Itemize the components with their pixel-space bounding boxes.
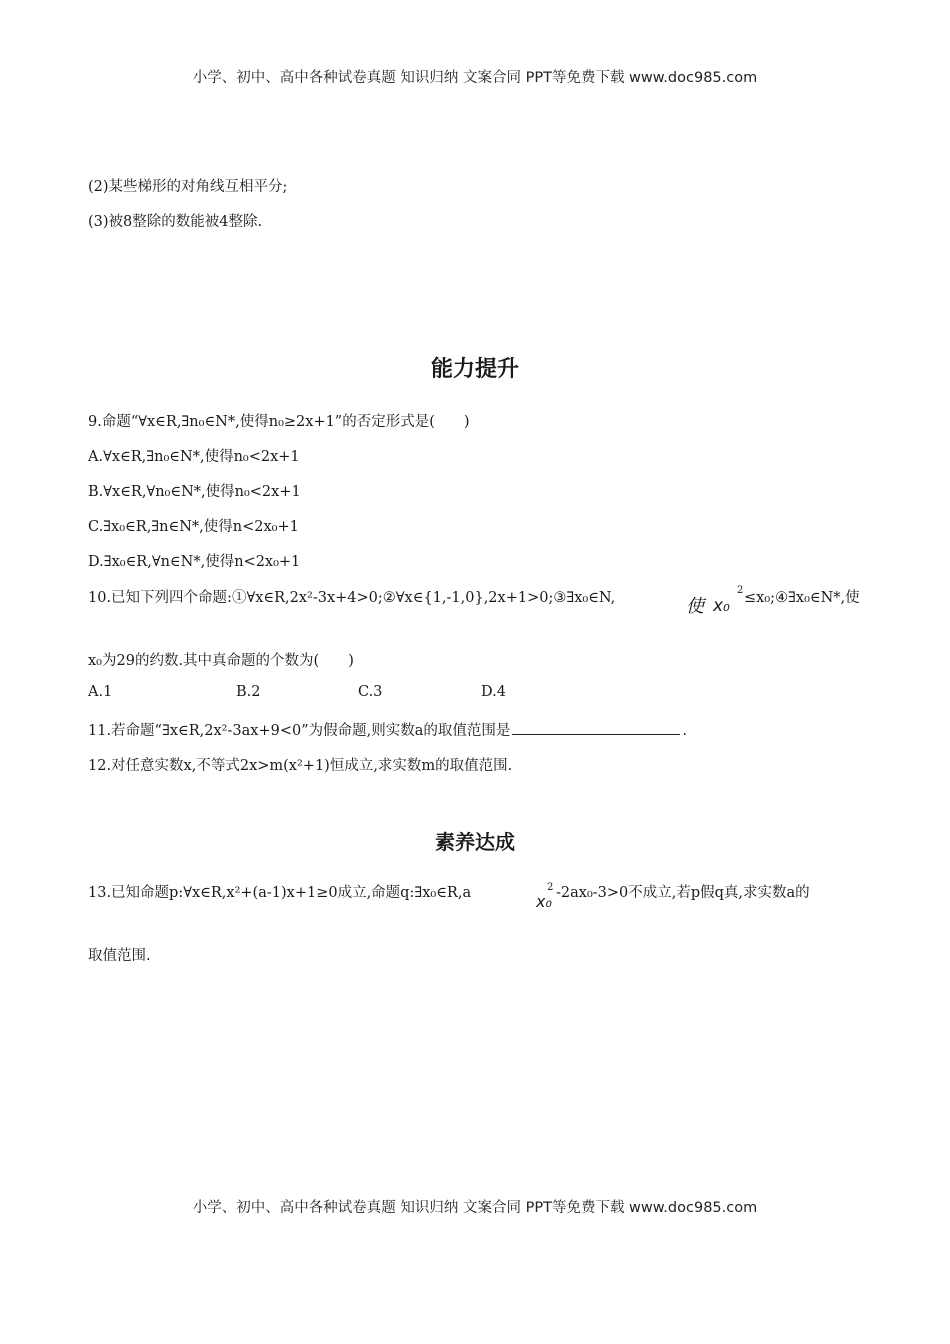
question-12-stem: 12.对任意实数x,不等式2x>m(x²+1)恒成立,求实数m的取值范围. — [88, 758, 513, 774]
question-9-option-d: D.∃x₀∈R,∀n∈N*,使得n<2x₀+1 — [88, 554, 301, 570]
section-title-literacy: 素养达成 — [435, 830, 515, 854]
question-13-stem-part1: 13.已知命题p:∀x∈R,x²+(a-1)x+1≥0成立,命题q:∃x₀∈R,a — [88, 885, 472, 901]
part-item-2: (2)某些梯形的对角线互相平分; — [88, 179, 288, 195]
page-header: 小学、初中、高中各种试卷真题 知识归纳 文案合同 PPT等免费下载 www.doc985.com — [192, 70, 758, 86]
question-10-stem-part2: ≤x₀;④∃x₀∈N*,使 — [744, 590, 860, 606]
question-10-stem-part3: x₀为29的约数.其中真命题的个数为( ) — [88, 653, 354, 669]
question-13-x0: x₀ — [536, 892, 552, 911]
question-9-stem: 9.命题“∀x∈R,∃n₀∈N*,使得n₀≥2x+1”的否定形式是( ) — [88, 414, 470, 430]
question-10-option-a: A.1 — [88, 684, 113, 700]
question-10-superscript-2: 2 — [737, 585, 744, 596]
question-10-option-d: D.4 — [481, 684, 506, 700]
question-10-x0: x₀ — [713, 596, 730, 616]
question-9-option-a: A.∀x∈R,∃n₀∈N*,使得n₀<2x+1 — [88, 449, 300, 465]
answer-blank[interactable] — [512, 720, 680, 735]
question-11-end: . — [682, 723, 687, 739]
question-10-shi: 使 — [686, 596, 704, 617]
question-10-option-c: C.3 — [358, 684, 383, 700]
question-13-stem-part3: 取值范围. — [88, 948, 151, 964]
question-10-stem-part1: 10.已知下列四个命题:①∀x∈R,2x²-3x+4>0;②∀x∈{1,-1,0},2x+1>0;③∃x₀∈N, — [88, 590, 616, 606]
question-10-option-b: B.2 — [236, 684, 261, 700]
question-11-stem: 11.若命题“∃x∈R,2x²-3ax+9<0”为假命题,则实数a的取值范围是 — [88, 723, 511, 739]
section-title-ability: 能力提升 — [430, 357, 519, 382]
question-9-option-b: B.∀x∈R,∀n₀∈N*,使得n₀<2x+1 — [88, 484, 301, 500]
part-item-3: (3)被8整除的数能被4整除. — [88, 214, 263, 230]
question-9-option-c: C.∃x₀∈R,∃n∈N*,使得n<2x₀+1 — [88, 519, 299, 535]
question-11 — [88, 719, 687, 740]
page-footer: 小学、初中、高中各种试卷真题 知识归纳 文案合同 PPT等免费下载 www.doc985.com — [192, 1200, 758, 1216]
question-13-stem-part2: -2ax₀-3>0不成立,若p假q真,求实数a的 — [556, 885, 810, 901]
question-13-superscript-2: 2 — [547, 882, 554, 893]
